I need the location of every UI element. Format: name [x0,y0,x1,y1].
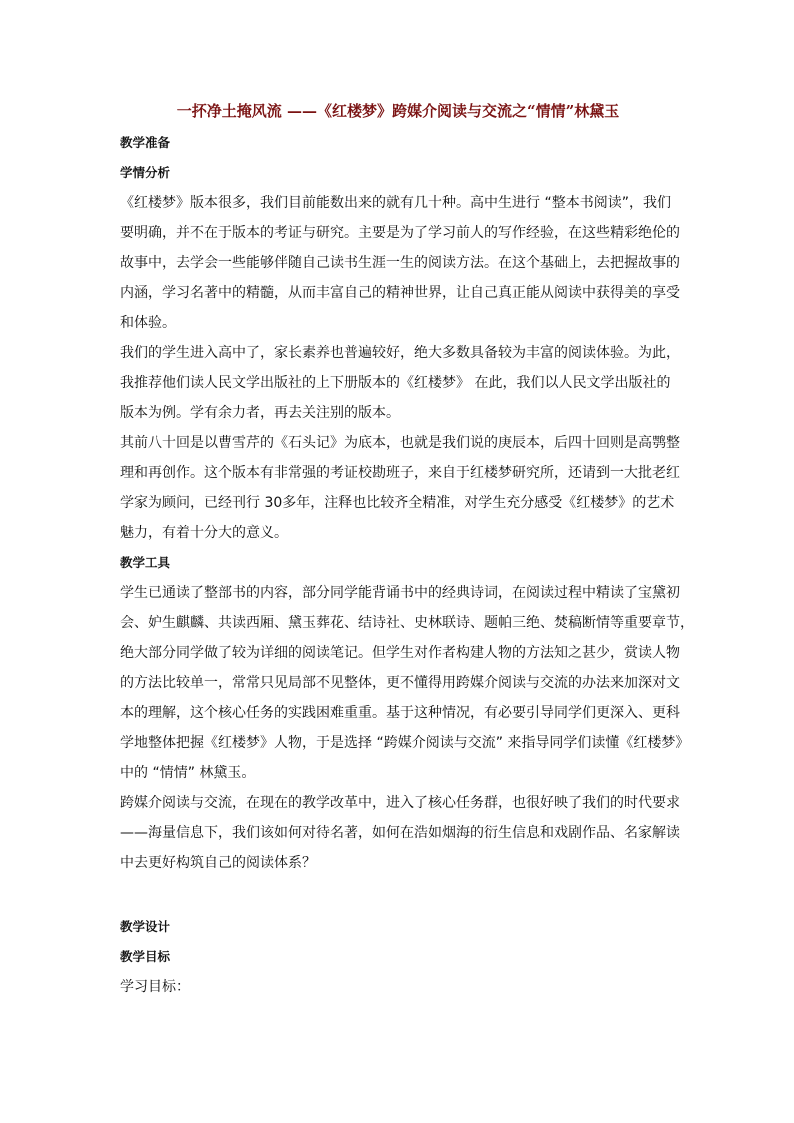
document-body [120,128,694,1002]
text-line: 魅力，有着十分大的意义。 [120,525,288,541]
text-line: 内涵，学习名著中的精髓，从而丰富自己的精神世界，让自己真正能从阅读中获得美的享受 [120,285,680,301]
text-line: 我推荐他们读人民文学出版社的上下册版本的《红楼梦》 在此，我们以人民文学出版社的 [120,375,671,391]
text-line: 我们的学生进入高中了，家长素养也普遍较好，绝大多数具备较为丰富的阅读体验。为此， [120,345,680,361]
text-line: 中的 “情情” 林黛玉。 [120,765,256,781]
text-line: 会、妒生麒麟、共读西厢、黛玉葬花、结诗社、史林联诗、题帕三绝、焚稿断情等重要章节， [120,615,694,631]
heading-teaching-design: 教学设计 [120,919,171,934]
paragraph-versions [120,188,680,338]
text-line: 要明确，并不在于版本的考证与研究。主要是为了学习前人的写作经验，在这些精彩绝伦的 [120,225,680,241]
text-line: 跨媒介阅读与交流，在现在的教学改革中，进入了核心任务群，也很好映了我们的时代要求 [120,795,680,811]
text-line: 的方法比较单一，常常只见局部不见整体，更不懂得用跨媒介阅读与交流的办法来加深对文 [120,675,680,691]
text-line: 故事中，去学会一些能够伴随自己读书生涯一生的阅读方法。在这个基础上，去把握故事的 [120,255,680,271]
text-line: 和体验。 [120,315,176,331]
heading-learning-analysis: 学情分析 [120,165,171,180]
heading-teaching-tools: 教学工具 [120,555,171,570]
section-spacer [120,878,676,912]
text-line: 学家为顾问，已经刊行 30多年，注释也比较齐全精准，对学生充分感受《红楼梦》的艺术 [120,495,675,511]
learning-goals-label: 学习目标： [120,979,190,995]
text-line: 学地整体把握《红楼梦》人物，于是选择 “跨媒介阅读与交流” 来指导同学们读懂《红楼梦》 [120,735,690,751]
text-line: 学生已通读了整部书的内容，部分同学能背诵书中的经典诗词，在阅读过程中精读了宝黛初 [120,585,680,601]
document-title: 一抔净土掩风流 ——《红楼梦》跨媒介阅读与交流之“情情”林黛玉 [176,102,620,120]
heading-teaching-goals: 教学目标 [120,949,171,964]
paragraph-students [120,338,680,428]
heading-teaching-prep: 教学准备 [120,135,171,150]
text-line: 其前八十回是以曹雪芹的《石头记》为底本，也就是我们说的庚辰本，后四十回则是高鹗整 [120,435,680,451]
text-line: ——海量信息下，我们该如何对待名著，如何在浩如烟海的衍生信息和戏剧作品、名家解读 [120,825,680,841]
text-line: 本的理解，这个核心任务的实践困难重重。基于这种情况，有必要引导同学们更深入、更科 [120,705,680,721]
paragraph-cross-media [120,788,680,878]
text-line: 理和再创作。这个版本有非常强的考证校勘班子，来自于红楼梦研究所，还请到一大批老红 [120,465,680,481]
paragraph-edition [120,428,680,548]
text-line: 版本为例。学有余力者，再去关注别的版本。 [120,405,400,421]
paragraph-reading-status [120,578,694,788]
text-line: 绝大部分同学做了较为详细的阅读笔记。但学生对作者构建人物的方法知之甚少，赏读人物 [120,645,680,661]
text-line: 《红楼梦》版本很多，我们目前能数出来的就有几十种。高中生进行 “整本书阅读”，我们 [120,195,671,211]
text-line: 中去更好构筑自己的阅读体系？ [120,855,316,871]
